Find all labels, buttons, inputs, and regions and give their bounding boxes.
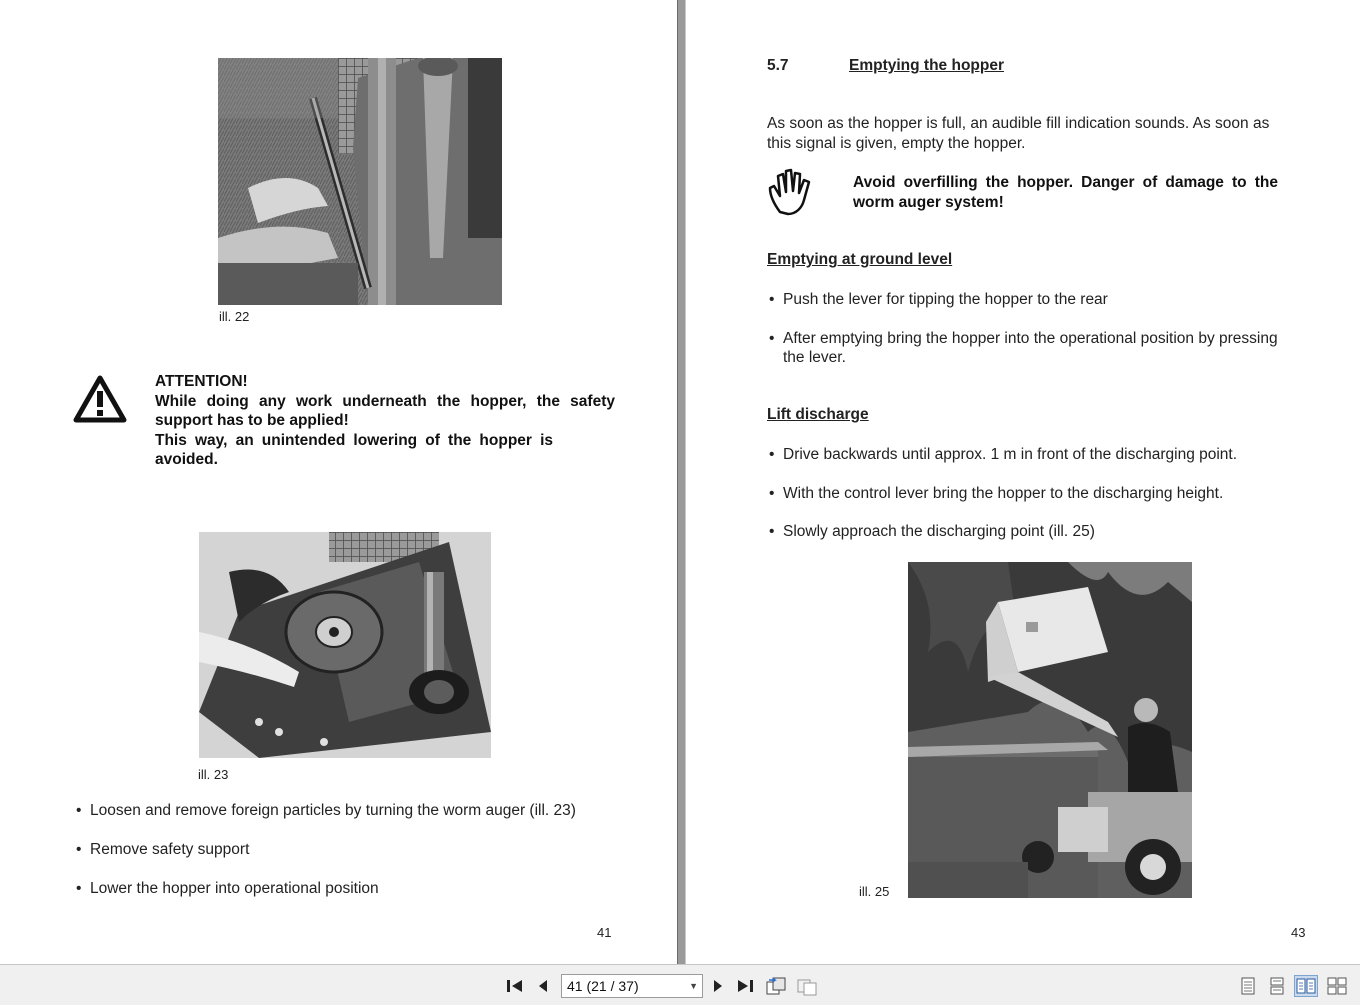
single-page-icon — [1240, 977, 1256, 995]
warning-triangle-icon — [73, 375, 127, 423]
list-item — [76, 840, 250, 859]
illustration-22-image — [218, 58, 502, 305]
stop-hand-icon — [766, 168, 816, 216]
list-item-text: the lever. — [783, 349, 846, 366]
list-item-text: With the control lever bring the hopper to the discharging height. — [783, 485, 1224, 502]
illustration-25-image — [908, 562, 1192, 898]
illustration-25-caption: ill. 25 — [859, 884, 890, 899]
list-item-text: Push the lever for tipping the hopper to the rear — [783, 291, 1108, 308]
page-number-value: 41 (21 / 37) — [567, 978, 639, 994]
illustration-25-photo — [908, 562, 1192, 898]
facing-continuous-icon — [1327, 977, 1347, 995]
page-gutter — [677, 0, 686, 964]
list-item — [769, 329, 1313, 367]
illustration-23-image — [199, 532, 491, 758]
triangle-right-icon — [711, 978, 725, 994]
facing-pages-icon — [1296, 977, 1316, 995]
section-title: Emptying the hopper — [849, 57, 1004, 74]
list-item-text: Lower the hopper into operational position — [90, 880, 379, 897]
previous-page-button[interactable] — [532, 975, 554, 997]
page-number: 43 — [1291, 925, 1306, 940]
extract-pages-icon — [765, 976, 787, 996]
list-item-text: Drive backwards until approx. 1 m in front of the discharging point. — [783, 446, 1238, 463]
intro-paragraph — [767, 114, 1307, 154]
bullet-dot: • — [76, 802, 82, 819]
triangle-left-icon — [536, 978, 550, 994]
caution-line: worm auger system! — [853, 193, 1004, 211]
list-item — [769, 484, 1224, 503]
list-item — [769, 522, 1095, 541]
warning-line: While doing any work underneath the hopper, the safety — [155, 392, 615, 410]
illustration-22-photo — [218, 58, 502, 305]
warning-line: This way, an unintended lowering of the hopper is — [155, 431, 553, 449]
subsection-title: Emptying at ground level — [767, 251, 953, 268]
next-page-button[interactable] — [707, 975, 729, 997]
list-item — [76, 879, 379, 898]
skip-to-start-icon — [506, 978, 524, 994]
continuous-view-button[interactable] — [1265, 975, 1289, 997]
extract-pages-button[interactable] — [765, 975, 787, 997]
insert-pages-button[interactable] — [796, 975, 818, 997]
bullet-dot: • — [769, 485, 775, 502]
insert-pages-icon — [796, 976, 818, 996]
list-item-text: After emptying bring the hopper into the operational position by pressing — [783, 330, 1278, 347]
intro-line: As soon as the hopper is full, an audible fill indication sounds. As soon as — [767, 115, 1270, 132]
skip-to-end-icon — [736, 978, 754, 994]
illustration-23-photo — [199, 532, 491, 758]
subsection-title: Lift discharge — [767, 406, 869, 423]
list-item-text: Loosen and remove foreign particles by turning the worm auger (ill. 23) — [90, 802, 576, 819]
bullet-dot: • — [76, 880, 82, 897]
list-item — [769, 290, 1313, 309]
illustration-23-caption: ill. 23 — [198, 767, 229, 782]
facing-continuous-view-button[interactable] — [1325, 975, 1349, 997]
bullet-dot: • — [769, 446, 775, 463]
list-item — [76, 801, 576, 820]
caution-line: Avoid overfilling the hopper. Danger of damage to the — [853, 174, 1278, 191]
left-document-page — [0, 0, 677, 964]
page-number: 41 — [597, 925, 612, 940]
safety-warning-block — [155, 372, 615, 470]
bullet-dot: • — [76, 841, 82, 858]
warning-line: avoided. — [155, 451, 218, 468]
page-number-select[interactable] — [561, 974, 703, 998]
warning-title: ATTENTION! — [155, 373, 248, 390]
right-document-page — [686, 0, 1360, 964]
last-page-button[interactable] — [734, 975, 756, 997]
section-number: 5.7 — [767, 57, 789, 74]
continuous-pages-icon — [1269, 977, 1285, 995]
intro-line: this signal is given, empty the hopper. — [767, 135, 1026, 152]
list-item-text: Slowly approach the discharging point (ill. 25) — [783, 523, 1095, 540]
illustration-22-caption: ill. 22 — [219, 309, 250, 324]
bullet-dot: • — [769, 291, 775, 308]
bullet-dot: • — [769, 330, 775, 347]
facing-view-button[interactable] — [1294, 975, 1318, 997]
caution-block — [853, 173, 1278, 212]
bullet-dot: • — [769, 523, 775, 540]
single-page-view-button[interactable] — [1236, 975, 1260, 997]
list-item — [769, 445, 1238, 464]
first-page-button[interactable] — [504, 975, 526, 997]
viewer-toolbar — [0, 964, 1360, 1005]
warning-line: support has to be applied! — [155, 412, 349, 429]
list-item-text: Remove safety support — [90, 841, 250, 858]
chevron-down-icon: ▼ — [689, 981, 698, 991]
